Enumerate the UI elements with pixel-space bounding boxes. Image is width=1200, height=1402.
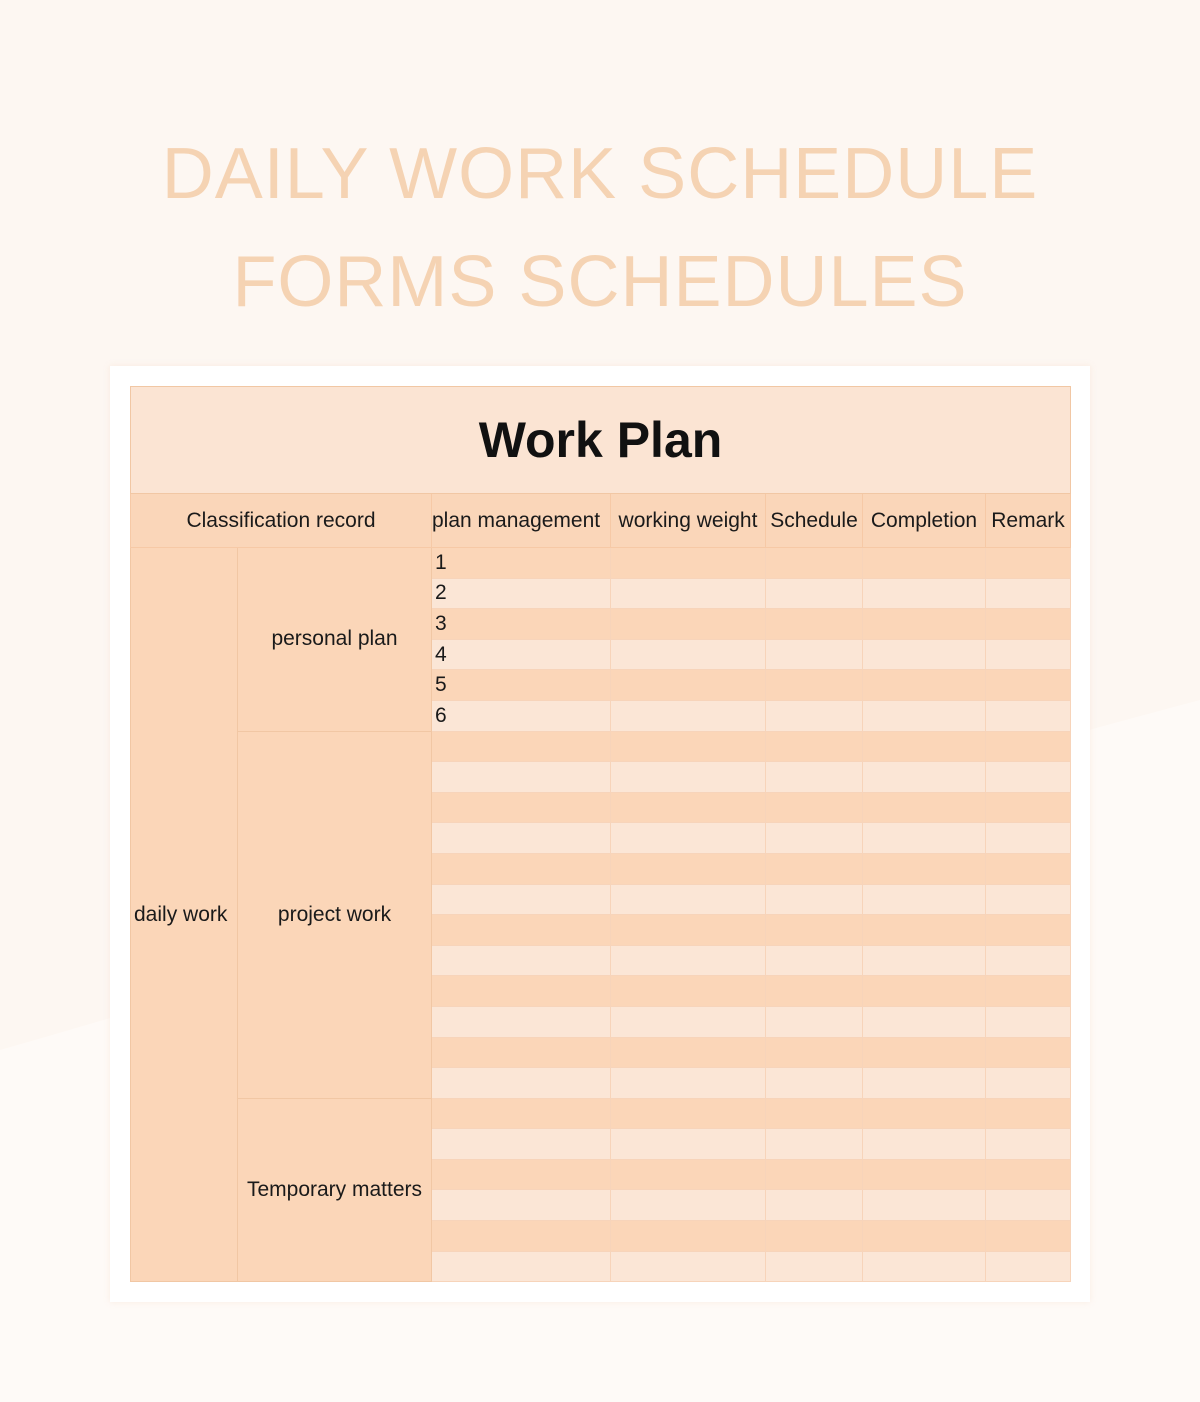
remark-cell[interactable] (986, 915, 1071, 946)
working-weight-cell[interactable] (611, 823, 766, 854)
completion-cell[interactable] (863, 823, 986, 854)
remark-cell[interactable] (986, 1098, 1071, 1129)
plan-management-cell[interactable] (432, 1190, 611, 1221)
schedule-cell[interactable] (766, 1190, 863, 1221)
header-schedule: Schedule (766, 494, 863, 548)
remark-cell[interactable] (986, 700, 1071, 731)
working-weight-cell[interactable] (611, 578, 766, 609)
completion-cell[interactable] (863, 945, 986, 976)
remark-cell[interactable] (986, 731, 1071, 762)
completion-cell[interactable] (863, 792, 986, 823)
plan-management-cell[interactable] (432, 1006, 611, 1037)
group-label-cell: personal plan (238, 548, 432, 732)
plan-management-cell[interactable] (432, 1098, 611, 1129)
remark-cell[interactable] (986, 1037, 1071, 1068)
plan-management-cell[interactable] (432, 853, 611, 884)
completion-cell[interactable] (863, 1251, 986, 1282)
plan-management-cell[interactable]: 3 (432, 609, 611, 640)
remark-cell[interactable] (986, 976, 1071, 1007)
header-plan-management: plan management (432, 494, 611, 548)
completion-cell[interactable] (863, 731, 986, 762)
header-remark: Remark (986, 494, 1071, 548)
remark-cell[interactable] (986, 609, 1071, 640)
working-weight-cell[interactable] (611, 1037, 766, 1068)
plan-management-cell[interactable] (432, 1251, 611, 1282)
header-classification-record: Classification record (131, 494, 432, 548)
schedule-cell[interactable] (766, 792, 863, 823)
remark-cell[interactable] (986, 823, 1071, 854)
working-weight-cell[interactable] (611, 762, 766, 793)
schedule-cell[interactable] (766, 1129, 863, 1160)
working-weight-cell[interactable] (611, 700, 766, 731)
plan-management-cell[interactable] (432, 1068, 611, 1099)
header-working-weight: working weight (611, 494, 766, 548)
working-weight-cell[interactable] (611, 1190, 766, 1221)
completion-cell[interactable] (863, 915, 986, 946)
working-weight-cell[interactable] (611, 945, 766, 976)
remark-cell[interactable] (986, 1006, 1071, 1037)
table-caption: Work Plan (131, 387, 1071, 494)
plan-management-cell[interactable] (432, 976, 611, 1007)
completion-cell[interactable] (863, 1221, 986, 1252)
schedule-cell[interactable] (766, 976, 863, 1007)
working-weight-cell[interactable] (611, 853, 766, 884)
plan-management-cell[interactable] (432, 762, 611, 793)
plan-management-cell[interactable] (432, 792, 611, 823)
remark-cell[interactable] (986, 1129, 1071, 1160)
remark-cell[interactable] (986, 853, 1071, 884)
remark-cell[interactable] (986, 1221, 1071, 1252)
working-weight-cell[interactable] (611, 1006, 766, 1037)
plan-management-cell[interactable] (432, 915, 611, 946)
working-weight-cell[interactable] (611, 792, 766, 823)
completion-cell[interactable] (863, 700, 986, 731)
plan-management-cell[interactable] (432, 823, 611, 854)
schedule-cell[interactable] (766, 945, 863, 976)
working-weight-cell[interactable] (611, 976, 766, 1007)
remark-cell[interactable] (986, 945, 1071, 976)
remark-cell[interactable] (986, 1190, 1071, 1221)
schedule-cell[interactable] (766, 1006, 863, 1037)
working-weight-cell[interactable] (611, 670, 766, 701)
remark-cell[interactable] (986, 762, 1071, 793)
completion-cell[interactable] (863, 639, 986, 670)
plan-management-cell[interactable]: 1 (432, 548, 611, 579)
plan-management-cell[interactable] (432, 1221, 611, 1252)
table-row (131, 548, 1071, 579)
working-weight-cell[interactable] (611, 639, 766, 670)
plan-management-cell[interactable] (432, 1129, 611, 1160)
header-completion: Completion (863, 494, 986, 548)
schedule-cell[interactable] (766, 578, 863, 609)
working-weight-cell[interactable] (611, 548, 766, 579)
category-cell: daily work (131, 548, 238, 1282)
schedule-cell[interactable] (766, 884, 863, 915)
page-title-line-1: DAILY WORK SCHEDULE (161, 134, 1039, 214)
working-weight-cell[interactable] (611, 731, 766, 762)
completion-cell[interactable] (863, 884, 986, 915)
plan-management-cell[interactable] (432, 1037, 611, 1068)
schedule-cell[interactable] (766, 1068, 863, 1099)
group-label-cell: Temporary matters (238, 1098, 432, 1282)
completion-cell[interactable] (863, 1037, 986, 1068)
working-weight-cell[interactable] (611, 1068, 766, 1099)
working-weight-cell[interactable] (611, 915, 766, 946)
remark-cell[interactable] (986, 1159, 1071, 1190)
working-weight-cell[interactable] (611, 1159, 766, 1190)
plan-management-cell[interactable]: 4 (432, 639, 611, 670)
plan-management-cell[interactable] (432, 945, 611, 976)
schedule-cell[interactable] (766, 1159, 863, 1190)
completion-cell[interactable] (863, 976, 986, 1007)
schedule-cell[interactable] (766, 1251, 863, 1282)
schedule-cell[interactable] (766, 915, 863, 946)
remark-cell[interactable] (986, 548, 1071, 579)
schedule-cell[interactable] (766, 823, 863, 854)
schedule-cell[interactable] (766, 1037, 863, 1068)
schedule-cell[interactable] (766, 1098, 863, 1129)
remark-cell[interactable] (986, 670, 1071, 701)
schedule-cell[interactable] (766, 1221, 863, 1252)
plan-management-cell[interactable] (432, 884, 611, 915)
page-title-line-2: FORMS SCHEDULES (232, 242, 968, 322)
working-weight-cell[interactable] (611, 884, 766, 915)
completion-cell[interactable] (863, 1098, 986, 1129)
completion-cell[interactable] (863, 548, 986, 579)
working-weight-cell[interactable] (611, 609, 766, 640)
remark-cell[interactable] (986, 578, 1071, 609)
completion-cell[interactable] (863, 1129, 986, 1160)
schedule-cell[interactable] (766, 853, 863, 884)
completion-cell[interactable] (863, 1159, 986, 1190)
working-weight-cell[interactable] (611, 1098, 766, 1129)
completion-cell[interactable] (863, 1190, 986, 1221)
remark-cell[interactable] (986, 884, 1071, 915)
schedule-cell[interactable] (766, 700, 863, 731)
schedule-cell[interactable] (766, 731, 863, 762)
working-weight-cell[interactable] (611, 1251, 766, 1282)
table-body (131, 548, 1071, 1282)
remark-cell[interactable] (986, 1068, 1071, 1099)
working-weight-cell[interactable] (611, 1221, 766, 1252)
table-row (131, 731, 1071, 762)
working-weight-cell[interactable] (611, 1129, 766, 1160)
completion-cell[interactable] (863, 1006, 986, 1037)
schedule-cell[interactable] (766, 609, 863, 640)
schedule-cell[interactable] (766, 670, 863, 701)
work-plan-table (130, 386, 1071, 1282)
plan-management-cell[interactable]: 2 (432, 578, 611, 609)
table-row (131, 1098, 1071, 1129)
plan-management-cell[interactable]: 6 (432, 700, 611, 731)
plan-management-cell[interactable]: 5 (432, 670, 611, 701)
completion-cell[interactable] (863, 1068, 986, 1099)
schedule-cell[interactable] (766, 639, 863, 670)
completion-cell[interactable] (863, 609, 986, 640)
remark-cell[interactable] (986, 792, 1071, 823)
completion-cell[interactable] (863, 762, 986, 793)
completion-cell[interactable] (863, 853, 986, 884)
plan-management-cell[interactable] (432, 731, 611, 762)
remark-cell[interactable] (986, 1251, 1071, 1282)
page-title (0, 120, 1200, 336)
remark-cell[interactable] (986, 639, 1071, 670)
completion-cell[interactable] (863, 578, 986, 609)
completion-cell[interactable] (863, 670, 986, 701)
group-label-cell: project work (238, 731, 432, 1098)
plan-management-cell[interactable] (432, 1159, 611, 1190)
schedule-cell[interactable] (766, 548, 863, 579)
schedule-cell[interactable] (766, 762, 863, 793)
